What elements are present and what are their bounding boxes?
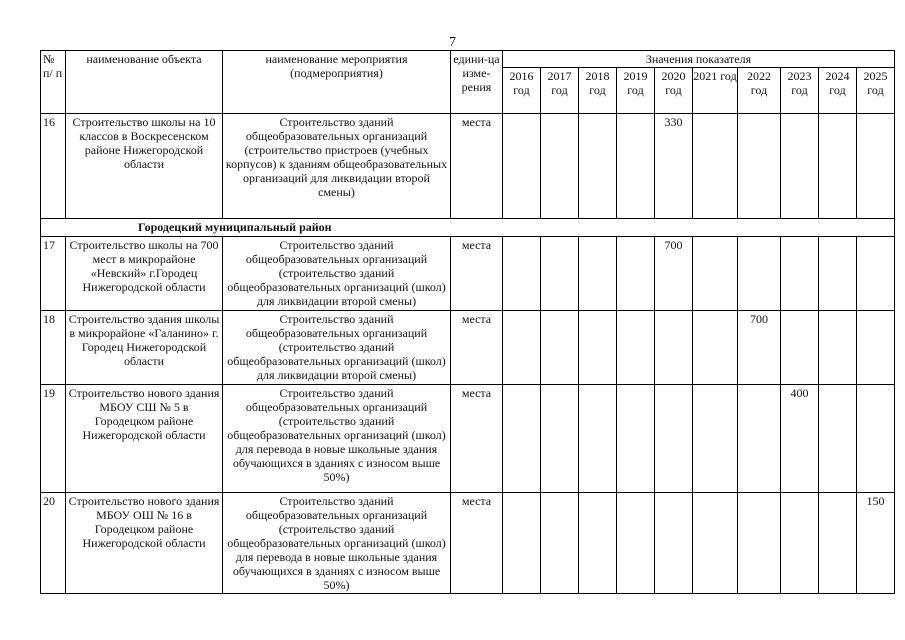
value-cell — [503, 114, 541, 219]
table-row — [41, 114, 895, 219]
header-year: 2017 год — [541, 68, 579, 114]
table-row — [41, 237, 895, 311]
value-cell — [693, 237, 738, 311]
header-year: 2025 год — [857, 68, 895, 114]
unit-cell: места — [451, 385, 503, 493]
value-cell — [655, 311, 693, 385]
value-cell — [655, 493, 693, 594]
value-cell — [541, 237, 579, 311]
measure-name: Строительство зданий общеобразовательных организаций (строительство пристроев (учебных корпусов) к зданиям общеобразовательных организаций для ликвидации второй смены) — [223, 114, 451, 219]
value-cell — [781, 114, 819, 219]
table-row — [41, 311, 895, 385]
value-cell — [693, 493, 738, 594]
unit-cell: места — [451, 114, 503, 219]
row-number: 17 — [41, 237, 66, 311]
value-cell: 700 — [655, 237, 693, 311]
value-cell — [617, 493, 655, 594]
value-cell — [503, 311, 541, 385]
value-cell — [579, 311, 617, 385]
header-year: 2024 год — [819, 68, 857, 114]
value-cell — [781, 311, 819, 385]
section-row — [41, 219, 895, 237]
object-name: Строительство здания школы в микрорайоне «Галанино» г. Городец Нижегородской области — [66, 311, 223, 385]
value-cell — [693, 385, 738, 493]
value-cell — [819, 311, 857, 385]
header-object: наименование объекта — [66, 51, 223, 114]
value-cell — [503, 493, 541, 594]
header-num: № п/ п — [41, 51, 66, 114]
table-row — [41, 493, 895, 594]
value-cell — [693, 311, 738, 385]
header-year: 2016 год — [503, 68, 541, 114]
row-number: 20 — [41, 493, 66, 594]
value-cell: 400 — [781, 385, 819, 493]
value-cell — [819, 385, 857, 493]
value-cell — [541, 311, 579, 385]
value-cell — [541, 493, 579, 594]
value-cell — [503, 237, 541, 311]
unit-cell: места — [451, 311, 503, 385]
value-cell — [579, 237, 617, 311]
header-year: 2021 год — [693, 68, 738, 114]
value-cell — [738, 114, 781, 219]
value-cell — [693, 114, 738, 219]
header-year: 2022 год — [738, 68, 781, 114]
object-name: Строительство школы на 700 мест в микрорайоне «Невский» г.Городец Нижегородской области — [66, 237, 223, 311]
header-values: Значения показателя — [503, 51, 895, 68]
value-cell — [819, 493, 857, 594]
value-cell — [857, 237, 895, 311]
value-cell — [738, 493, 781, 594]
section-title: Городецкий муниципальный район — [41, 219, 895, 237]
value-cell — [541, 114, 579, 219]
header-year: 2023 год — [781, 68, 819, 114]
value-cell — [503, 385, 541, 493]
measure-name: Строительство зданий общеобразовательных организаций (строительство зданий общеобразовательных организаций (школ) для ликвидации второй смены) — [223, 237, 451, 311]
value-cell — [857, 311, 895, 385]
value-cell: 150 — [857, 493, 895, 594]
row-number: 19 — [41, 385, 66, 493]
row-number: 18 — [41, 311, 66, 385]
header-measure: наименование мероприятия (подмероприятия) — [223, 51, 451, 114]
unit-cell: места — [451, 237, 503, 311]
value-cell — [857, 385, 895, 493]
measure-name: Строительство зданий общеобразовательных организаций (строительство зданий общеобразовательных организаций (школ) для перевода в новые школьные здания обучающихся в зданиях с износом выше 50%) — [223, 385, 451, 493]
value-cell — [579, 493, 617, 594]
measure-name: Строительство зданий общеобразовательных организаций (строительство зданий общеобразовательных организаций (школ) для перевода в новые школьные здания обучающихся в зданиях с износом выше 50%) — [223, 493, 451, 594]
value-cell: 330 — [655, 114, 693, 219]
table-row — [41, 385, 895, 493]
value-cell — [857, 114, 895, 219]
page-number: 7 — [449, 35, 456, 50]
value-cell — [781, 237, 819, 311]
header-year: 2019 год — [617, 68, 655, 114]
object-name: Строительство нового здания МБОУ ОШ № 16 в Городецком районе Нижегородской области — [66, 493, 223, 594]
measure-name: Строительство зданий общеобразовательных организаций (строительство зданий общеобразовательных организаций (школ) для ликвидации второй смены) — [223, 311, 451, 385]
indicator-table — [40, 50, 895, 594]
value-cell — [579, 114, 617, 219]
unit-cell: места — [451, 493, 503, 594]
value-cell — [579, 385, 617, 493]
value-cell — [541, 385, 579, 493]
value-cell — [781, 493, 819, 594]
value-cell: 700 — [738, 311, 781, 385]
value-cell — [617, 237, 655, 311]
object-name: Строительство школы на 10 классов в Воскресенском районе Нижегородской области — [66, 114, 223, 219]
value-cell — [819, 237, 857, 311]
value-cell — [819, 114, 857, 219]
value-cell — [617, 385, 655, 493]
value-cell — [738, 385, 781, 493]
value-cell — [738, 237, 781, 311]
header-year: 2018 год — [579, 68, 617, 114]
value-cell — [655, 385, 693, 493]
object-name: Строительство нового здания МБОУ СШ № 5 в Городецком районе Нижегородской области — [66, 385, 223, 493]
value-cell — [617, 114, 655, 219]
row-number: 16 — [41, 114, 66, 219]
header-year: 2020 год — [655, 68, 693, 114]
value-cell — [617, 311, 655, 385]
header-unit: едини-ца изме-рения — [451, 51, 503, 114]
